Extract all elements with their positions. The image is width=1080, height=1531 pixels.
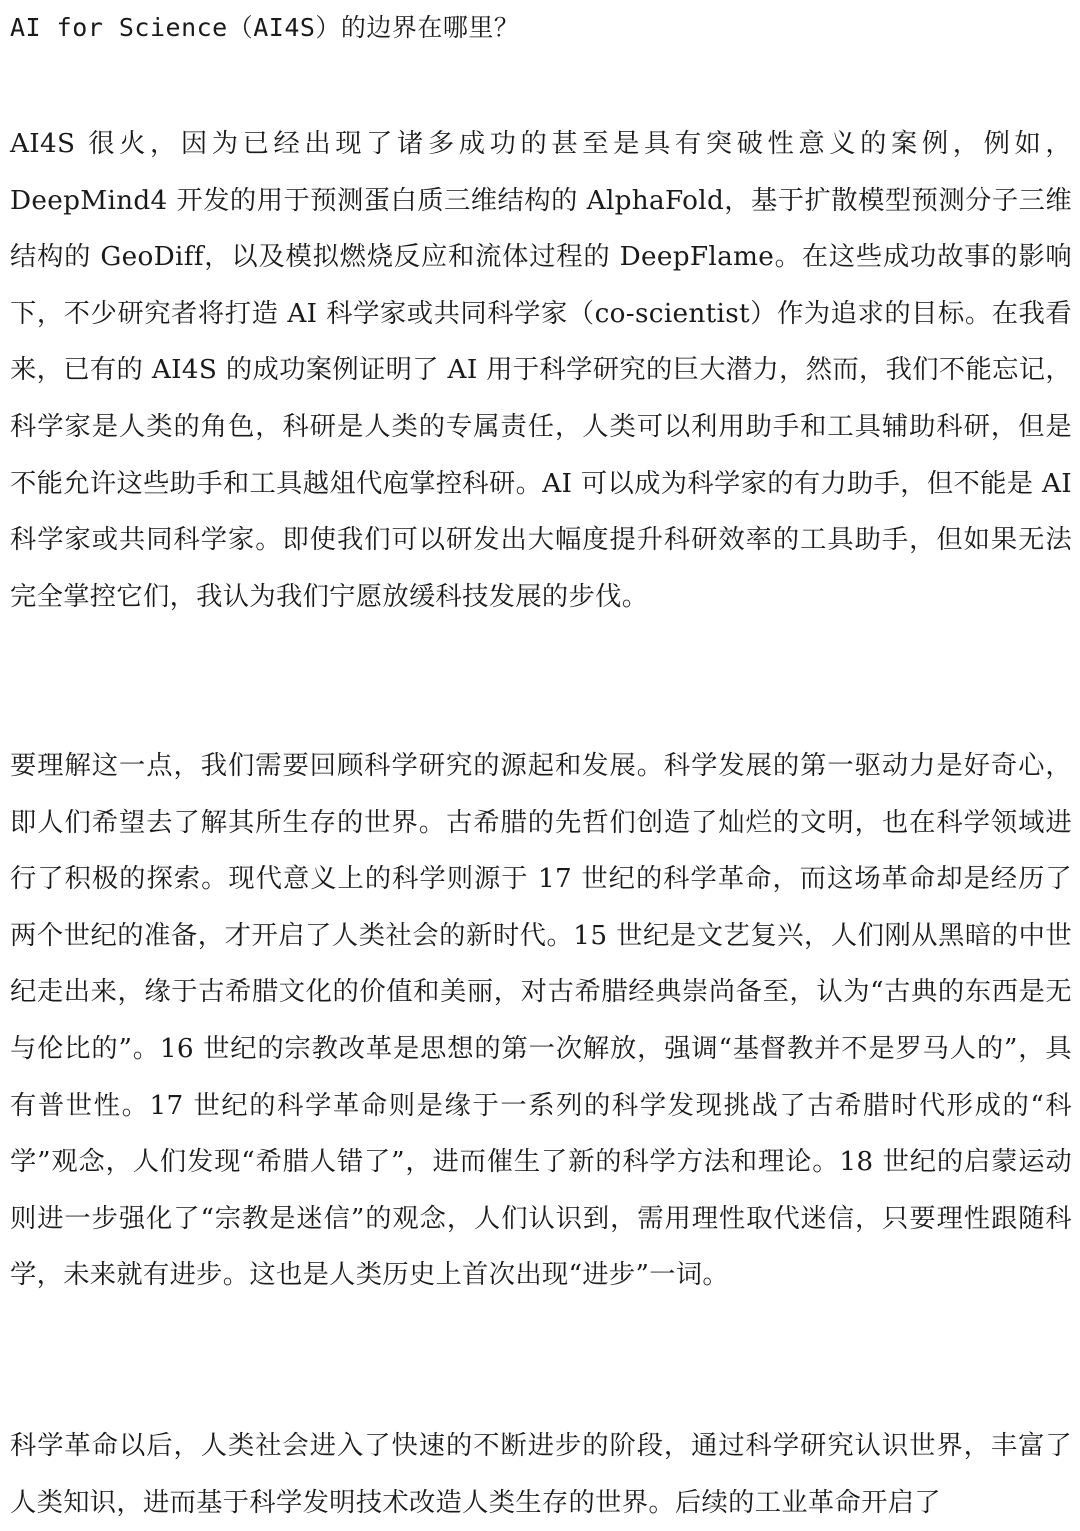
paragraph: 要理解这一点，我们需要回顾科学研究的源起和发展。科学发展的第一驱动力是好奇心，即人们希望去了解其所生存的世界。古希腊的先哲们创造了灿烂的文明，也在科学领域进行了积极的探索。现代意义上的科学则源于 17 世纪的科学革命，而这场革命却是经历了两个世纪的准备，才开启了人类社会的新时代。15 世纪是文艺复兴，人们刚从黑暗的中世纪走出来，缘于古希腊文化的价值和美丽，对古希腊经典崇尚备至，认为“古典的东西是无与伦比的”。16 世纪的宗教改革是思想的第一次解放，强调“基督教并不是罗马人的”，具有普世性。17 世纪的科学革命则是缘于一系列的科学发现挑战了古希腊时代形成的“科学”观念，人们发现“希腊人错了”，进而催生了新的科学方法和理论。18 世纪的启蒙运动则进一步强化了“宗教是迷信”的观念，人们认识到，需用理性取代迷信，只要理性跟随科学，未来就有进步。这也是人类历史上首次出现“进步”一词。 (10, 751, 1072, 1291)
paragraph: 科学革命以后，人类社会进入了快速的不断进步的阶段，通过科学研究认识世界，丰富了人类知识，进而基于科学发明技术改造人类生存的世界。后续的工业革命开启了 (10, 1431, 1072, 1518)
paragraph: AI4S 很火，因为已经出现了诸多成功的甚至是具有突破性意义的案例，例如，DeepMind4 开发的用于预测蛋白质三维结构的 AlphaFold，基于扩散模型预测分子三维结构的 GeoDiff，以及模拟燃烧反应和流体过程的 DeepFlame。在这些成功故事的影响下，不少研究者将打造 AI 科学家或共同科学家（co-scientist）作为追求的目标。在我看来，已有的 AI4S 的成功案例证明了 AI 用于科学研究的巨大潜力，然而，我们不能忘记，科学家是人类的角色，科研是人类的专属责任，人类可以利用助手和工具辅助科研，但是不能允许这些助手和工具越俎代庖掌控科研。AI 可以成为科学家的有力助手，但不能是 AI 科学家或共同科学家。即使我们可以研发出大幅度提升科研效率的工具助手，但如果无法完全掌控它们，我认为我们宁愿放缓科技发展的步伐。 (10, 129, 1072, 612)
article-title: AI for Science（AI4S）的边界在哪里？ (10, 13, 520, 42)
